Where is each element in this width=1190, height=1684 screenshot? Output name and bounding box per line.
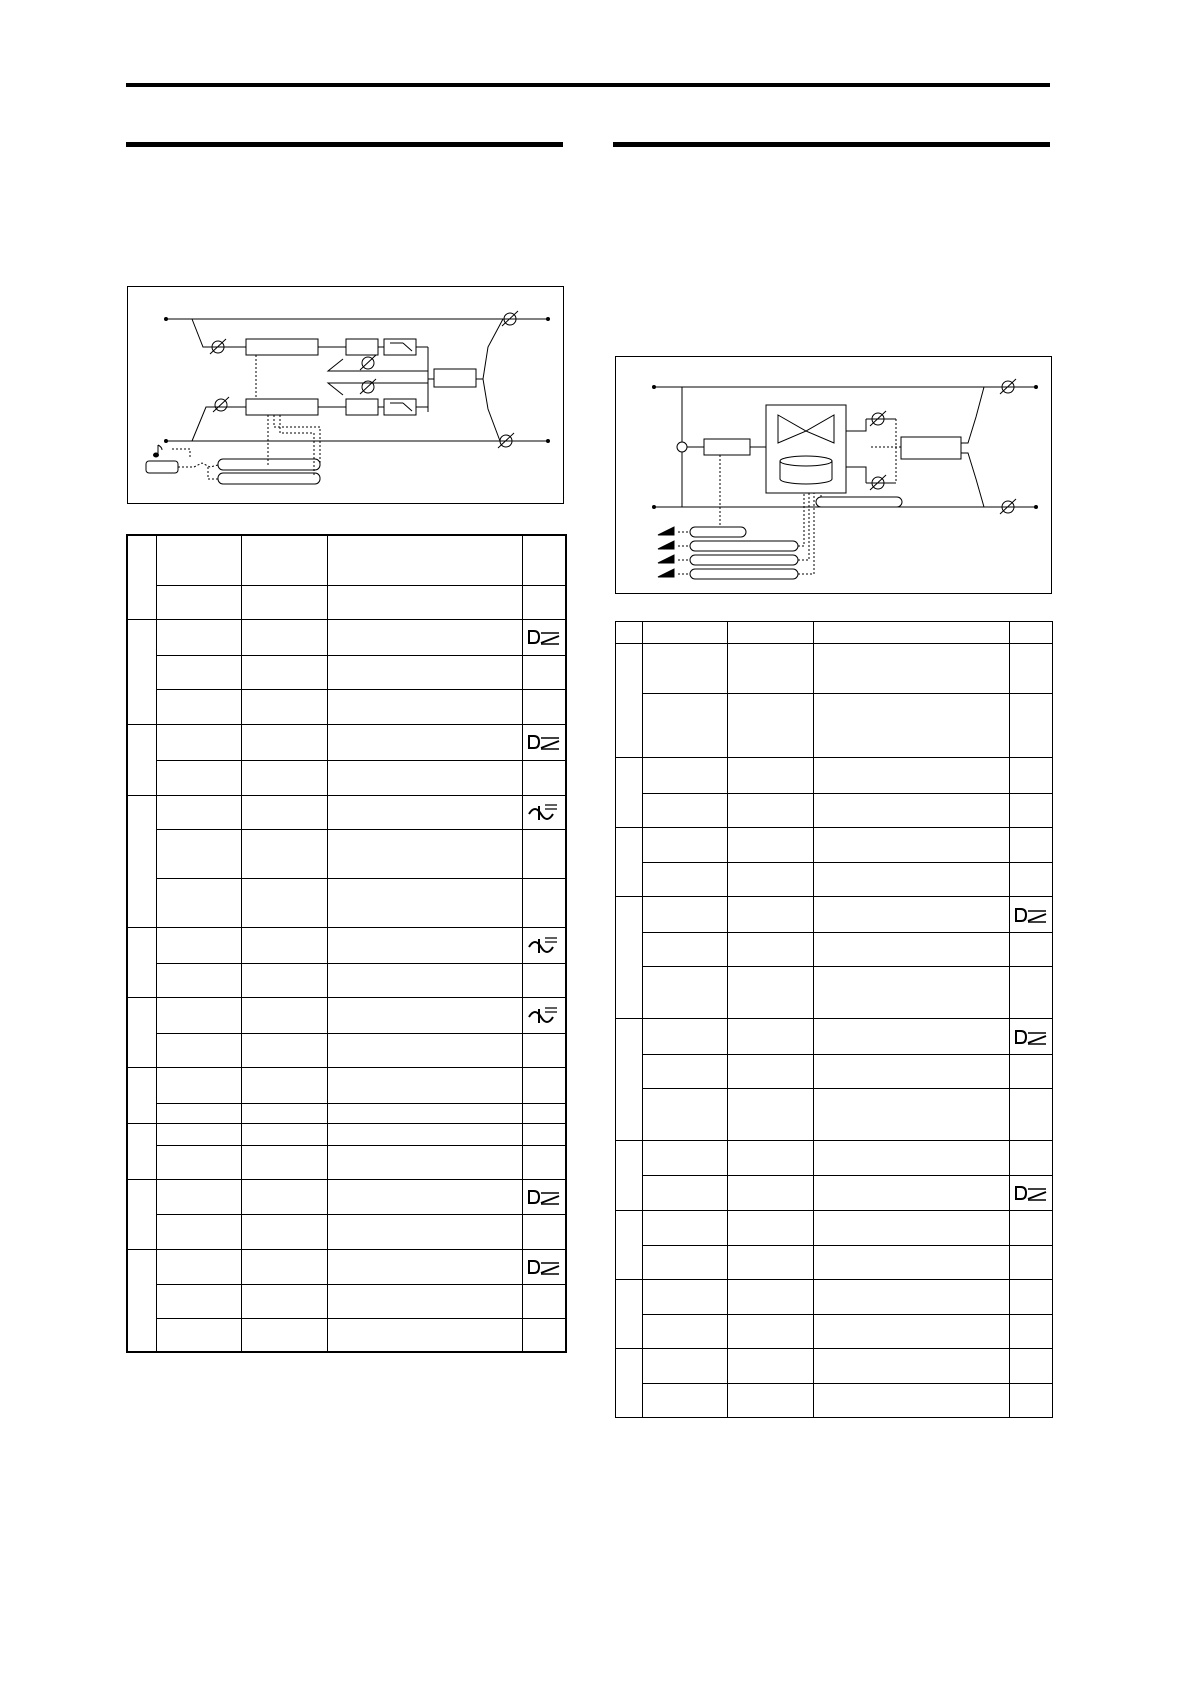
param-name-cell <box>156 1103 241 1123</box>
range-cell <box>728 897 814 933</box>
description-cell <box>814 1176 1010 1211</box>
param-name-cell <box>643 694 728 758</box>
modulation-icon-cell <box>1010 694 1053 758</box>
table-row <box>127 1284 566 1318</box>
description-cell <box>327 585 522 619</box>
range-cell <box>241 795 327 829</box>
modulation-icon-cell <box>522 1145 566 1179</box>
range-cell <box>241 585 327 619</box>
table-row <box>616 694 1053 758</box>
right-group-cell <box>616 897 643 1019</box>
description-cell <box>814 1019 1010 1055</box>
param-name-cell <box>156 724 241 760</box>
modulation-icon-cell <box>522 1179 566 1214</box>
modulation-icon-cell <box>522 1214 566 1249</box>
param-name-cell <box>156 997 241 1033</box>
modulation-icon-cell <box>1010 1141 1053 1176</box>
range-cell <box>241 1145 327 1179</box>
modulation-icon-cell <box>1010 1176 1053 1211</box>
description-cell <box>327 1214 522 1249</box>
table-row <box>127 1214 566 1249</box>
param-name-cell <box>643 863 728 897</box>
range-cell <box>241 1214 327 1249</box>
range-cell <box>728 967 814 1019</box>
modulation-icon-cell <box>1010 828 1053 863</box>
param-name-cell <box>156 619 241 655</box>
description-cell <box>814 933 1010 967</box>
table-row <box>616 1176 1053 1211</box>
description-cell <box>814 1349 1010 1384</box>
table-row <box>616 794 1053 828</box>
right-group-cell <box>616 1280 643 1349</box>
dmod-icon <box>527 1257 561 1277</box>
right-group-cell <box>616 622 643 644</box>
table-row <box>616 1055 1053 1089</box>
description-cell <box>814 1246 1010 1280</box>
dmod-icon <box>527 732 561 752</box>
param-name-cell <box>643 967 728 1019</box>
description-cell <box>814 1141 1010 1176</box>
param-name-cell <box>156 1145 241 1179</box>
param-name-cell <box>643 933 728 967</box>
description-cell <box>327 1145 522 1179</box>
modulation-icon-cell <box>1010 758 1053 794</box>
description-cell <box>814 758 1010 794</box>
param-name-cell <box>156 1318 241 1352</box>
left-group-cell <box>127 724 156 795</box>
modulation-icon-cell <box>1010 1019 1053 1055</box>
range-cell <box>241 619 327 655</box>
param-name-cell <box>643 897 728 933</box>
bpm-sync-icon <box>527 935 561 955</box>
table-row <box>127 795 566 829</box>
table-row <box>616 1019 1053 1055</box>
param-name-cell <box>156 655 241 689</box>
modulation-icon-cell <box>1010 622 1053 644</box>
modulation-icon-cell <box>522 1123 566 1145</box>
table-row <box>127 1318 566 1352</box>
modulation-icon-cell <box>522 619 566 655</box>
right-group-cell <box>616 1019 643 1141</box>
description-cell <box>327 1067 522 1103</box>
right-block-diagram <box>615 356 1052 594</box>
right-group-cell <box>616 828 643 897</box>
table-row <box>127 585 566 619</box>
range-cell <box>241 1123 327 1145</box>
range-cell <box>728 694 814 758</box>
modulation-icon-cell <box>522 535 566 585</box>
bpm-sync-icon <box>527 1005 561 1025</box>
param-name-cell <box>643 1384 728 1418</box>
table-row <box>127 1145 566 1179</box>
description-cell <box>327 1179 522 1214</box>
param-name-cell <box>643 644 728 694</box>
table-row <box>127 963 566 997</box>
range-cell <box>241 1318 327 1352</box>
range-cell <box>241 1249 327 1284</box>
modulation-icon-cell <box>522 963 566 997</box>
range-cell <box>241 1067 327 1103</box>
description-cell <box>814 644 1010 694</box>
range-cell <box>728 1141 814 1176</box>
param-name-cell <box>156 1249 241 1284</box>
modulation-icon-cell <box>522 795 566 829</box>
note-icon <box>154 445 163 457</box>
description-cell <box>327 760 522 795</box>
range-cell <box>728 1019 814 1055</box>
right-parameter-table <box>615 621 1053 1418</box>
table-row <box>127 655 566 689</box>
range-cell <box>241 535 327 585</box>
modulation-icon-cell <box>1010 1055 1053 1089</box>
range-cell <box>241 655 327 689</box>
range-cell <box>241 829 327 878</box>
table-row <box>616 967 1053 1019</box>
range-cell <box>728 828 814 863</box>
modulation-icon-cell <box>1010 794 1053 828</box>
description-cell <box>814 1055 1010 1089</box>
param-name-cell <box>156 1067 241 1103</box>
table-row <box>616 1280 1053 1315</box>
table-row <box>127 760 566 795</box>
range-cell <box>728 1211 814 1246</box>
modulation-icon-cell <box>1010 1349 1053 1384</box>
param-name-cell <box>156 689 241 724</box>
param-name-cell <box>643 622 728 644</box>
description-cell <box>327 1284 522 1318</box>
range-cell <box>241 963 327 997</box>
description-cell <box>327 1318 522 1352</box>
modulation-icon-cell <box>1010 1384 1053 1418</box>
dmod-icon <box>1014 1183 1048 1203</box>
param-name-cell <box>156 535 241 585</box>
range-cell <box>728 622 814 644</box>
range-cell <box>728 794 814 828</box>
range-cell <box>728 1055 814 1089</box>
controller-source-icon <box>658 527 674 577</box>
range-cell <box>728 1349 814 1384</box>
description-cell <box>327 689 522 724</box>
table-row <box>127 1123 566 1145</box>
left-group-cell <box>127 535 156 619</box>
modulation-icon-cell <box>522 1249 566 1284</box>
dmod-icon <box>527 627 561 647</box>
modulation-icon-cell <box>522 585 566 619</box>
range-cell <box>241 1103 327 1123</box>
param-name-cell <box>643 1089 728 1141</box>
param-name-cell <box>156 1179 241 1214</box>
range-cell <box>728 758 814 794</box>
left-group-cell <box>127 619 156 724</box>
param-name-cell <box>156 1033 241 1067</box>
page-header-rule <box>126 83 1050 87</box>
modulation-icon-cell <box>1010 933 1053 967</box>
table-row <box>616 1315 1053 1349</box>
range-cell <box>728 1089 814 1141</box>
range-cell <box>241 760 327 795</box>
modulation-icon-cell <box>1010 1211 1053 1246</box>
range-cell <box>728 1315 814 1349</box>
param-name-cell <box>643 1349 728 1384</box>
param-name-cell <box>643 1211 728 1246</box>
param-name-cell <box>156 1123 241 1145</box>
table-row <box>616 897 1053 933</box>
table-row <box>127 1249 566 1284</box>
modulation-icon-cell <box>1010 897 1053 933</box>
table-row <box>616 828 1053 863</box>
param-name-cell <box>156 795 241 829</box>
param-name-cell <box>156 829 241 878</box>
param-name-cell <box>156 963 241 997</box>
range-cell <box>241 1284 327 1318</box>
table-row <box>127 927 566 963</box>
modulation-icon-cell <box>522 1284 566 1318</box>
table-row <box>127 878 566 927</box>
range-cell <box>241 1033 327 1067</box>
param-name-cell <box>156 927 241 963</box>
param-name-cell <box>643 1280 728 1315</box>
table-row <box>616 622 1053 644</box>
description-cell <box>327 1103 522 1123</box>
description-cell <box>814 1315 1010 1349</box>
table-row <box>616 1141 1053 1176</box>
right-group-cell <box>616 1211 643 1280</box>
dmod-icon <box>1014 1027 1048 1047</box>
description-cell <box>814 1211 1010 1246</box>
dmod-icon <box>527 1187 561 1207</box>
range-cell <box>728 1246 814 1280</box>
modulation-icon-cell <box>1010 863 1053 897</box>
param-name-cell <box>156 878 241 927</box>
description-cell <box>814 967 1010 1019</box>
left-group-cell <box>127 997 156 1067</box>
table-row <box>127 724 566 760</box>
table-row <box>616 1384 1053 1418</box>
range-cell <box>241 689 327 724</box>
range-cell <box>728 1176 814 1211</box>
param-name-cell <box>643 758 728 794</box>
table-row <box>127 1067 566 1103</box>
table-row <box>616 644 1053 694</box>
table-row <box>127 535 566 585</box>
left-group-cell <box>127 927 156 997</box>
range-cell <box>728 1280 814 1315</box>
modulation-icon-cell <box>522 1067 566 1103</box>
description-cell <box>327 655 522 689</box>
param-name-cell <box>643 1176 728 1211</box>
modulation-icon-cell <box>1010 644 1053 694</box>
range-cell <box>241 1179 327 1214</box>
bpm-sync-icon <box>527 802 561 822</box>
left-group-cell <box>127 795 156 927</box>
left-block-diagram <box>127 286 564 504</box>
description-cell <box>327 535 522 585</box>
range-cell <box>241 927 327 963</box>
modulation-icon-cell <box>1010 1089 1053 1141</box>
modulation-icon-cell <box>522 655 566 689</box>
right-group-cell <box>616 1349 643 1418</box>
modulation-icon-cell <box>522 760 566 795</box>
table-row <box>616 1349 1053 1384</box>
modulation-icon-cell <box>522 724 566 760</box>
range-cell <box>728 933 814 967</box>
left-diagram-svg <box>128 287 565 505</box>
description-cell <box>327 1033 522 1067</box>
range-cell <box>241 878 327 927</box>
right-section-rule <box>613 142 1050 147</box>
description-cell <box>327 724 522 760</box>
description-cell <box>814 694 1010 758</box>
table-row <box>127 829 566 878</box>
table-row <box>127 1103 566 1123</box>
description-cell <box>327 997 522 1033</box>
left-group-cell <box>127 1123 156 1179</box>
param-name-cell <box>156 1284 241 1318</box>
modulation-icon-cell <box>522 689 566 724</box>
left-section-rule <box>126 142 563 147</box>
param-name-cell <box>643 1055 728 1089</box>
param-name-cell <box>643 794 728 828</box>
modulation-icon-cell <box>1010 1315 1053 1349</box>
table-row <box>616 1211 1053 1246</box>
table-row <box>127 619 566 655</box>
param-name-cell <box>643 1141 728 1176</box>
range-cell <box>728 863 814 897</box>
param-name-cell <box>643 1019 728 1055</box>
modulation-icon-cell <box>522 927 566 963</box>
range-cell <box>728 1384 814 1418</box>
left-parameter-table <box>126 534 567 1353</box>
description-cell <box>814 1384 1010 1418</box>
description-cell <box>814 1280 1010 1315</box>
range-cell <box>241 997 327 1033</box>
right-group-cell <box>616 644 643 758</box>
param-name-cell <box>156 760 241 795</box>
description-cell <box>327 795 522 829</box>
right-group-cell <box>616 758 643 828</box>
table-row <box>616 863 1053 897</box>
left-group-cell <box>127 1179 156 1249</box>
param-name-cell <box>643 1315 728 1349</box>
description-cell <box>814 1089 1010 1141</box>
description-cell <box>327 829 522 878</box>
table-row <box>127 689 566 724</box>
param-name-cell <box>643 1246 728 1280</box>
table-row <box>616 933 1053 967</box>
description-cell <box>327 963 522 997</box>
modulation-icon-cell <box>522 878 566 927</box>
description-cell <box>814 897 1010 933</box>
modulation-icon-cell <box>1010 1280 1053 1315</box>
table-row <box>127 1179 566 1214</box>
param-name-cell <box>156 1214 241 1249</box>
description-cell <box>327 927 522 963</box>
table-row <box>616 1246 1053 1280</box>
table-row <box>127 997 566 1033</box>
dmod-icon <box>1014 905 1048 925</box>
range-cell <box>241 724 327 760</box>
description-cell <box>814 794 1010 828</box>
description-cell <box>327 1249 522 1284</box>
modulation-icon-cell <box>522 997 566 1033</box>
modulation-icon-cell <box>522 1103 566 1123</box>
left-group-cell <box>127 1067 156 1123</box>
table-row <box>616 1089 1053 1141</box>
modulation-icon-cell <box>522 1318 566 1352</box>
right-group-cell <box>616 1141 643 1211</box>
modulation-icon-cell <box>1010 967 1053 1019</box>
description-cell <box>327 878 522 927</box>
description-cell <box>327 619 522 655</box>
description-cell <box>814 622 1010 644</box>
description-cell <box>327 1123 522 1145</box>
table-row <box>127 1033 566 1067</box>
description-cell <box>814 828 1010 863</box>
modulation-icon-cell <box>522 1033 566 1067</box>
modulation-icon-cell <box>522 829 566 878</box>
range-cell <box>728 644 814 694</box>
param-name-cell <box>643 828 728 863</box>
left-group-cell <box>127 1249 156 1352</box>
right-diagram-svg <box>616 357 1053 595</box>
modulation-icon-cell <box>1010 1246 1053 1280</box>
param-name-cell <box>156 585 241 619</box>
description-cell <box>814 863 1010 897</box>
table-row <box>616 758 1053 794</box>
